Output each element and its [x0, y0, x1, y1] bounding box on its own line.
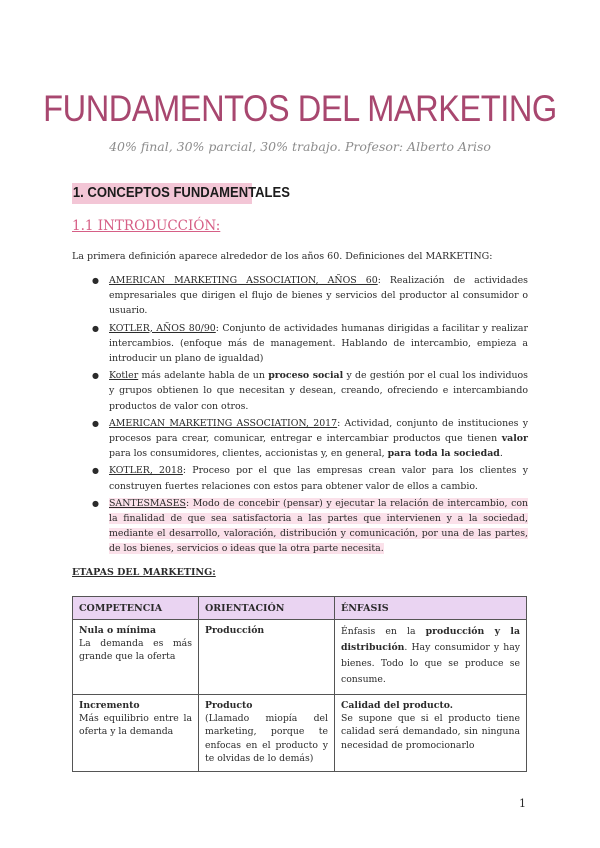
intro-paragraph: La primera definición aparece alrededor de los años 60. Definiciones del MARKETING:: [72, 251, 493, 262]
bullet-icon: ●: [92, 371, 99, 381]
etapas-table: [72, 596, 527, 772]
list-item: ● Kotler más adelante habla de un proceso social y de gestión por el cual los individuos y grupos obtienen lo que necesitan y desean, creando, ofreciendo e intercambiando productos de valor con otros.: [92, 370, 528, 412]
table-cell: Énfasis en la producción y la distribución. Hay consumidor y hay bienes. Todo lo que se produce se consume.: [335, 620, 527, 695]
list-item: ● AMERICAN MARKETING ASSOCIATION, 2017: Actividad, conjunto de instituciones y procesos para crear, comunicar, entregar e intercambiar productos que tienen valor para los consumidores, clientes, accionistas y, en general, para toda la sociedad.: [92, 417, 529, 460]
definition-term: KOTLER, AÑOS 80/90: [109, 322, 216, 334]
definition-term: Kotler: [109, 370, 139, 382]
definition-term: SANTESMASES: [109, 497, 186, 509]
table-row: [73, 620, 527, 695]
document-title: FUNDAMENTOS DEL MARKETING: [43, 88, 557, 129]
table-cell: Producto (Llamado miopía del marketing, porque te enfocas en el producto y te olvidas de lo demás): [199, 695, 335, 772]
table-header: ÉNFASIS: [335, 597, 527, 620]
table-cell: Incremento Más equilibrio entre la oferta y la demanda: [73, 695, 199, 772]
table-cell: Nula o mínima La demanda es más grande que la oferta: [73, 620, 199, 695]
list-item: ● SANTESMASES: Modo de concebir (pensar) y ejecutar la relación de intercambio, con la finalidad de que sea satisfactoria a las partes que intervienen y a la sociedad, mediante el desarrollo, valoración, distribución y comunicación, por una de las partes, de los bienes, servicios o ideas que la otra parte necesita.: [92, 497, 528, 555]
table-cell: Calidad del producto. Se supone que si el producto tiene calidad será demandado, sin ninguna necesidad de promocionarlo: [335, 695, 527, 772]
bullet-icon: ●: [92, 276, 99, 285]
list-item: ● KOTLER, AÑOS 80/90: Conjunto de actividades humanas dirigidas a facilitar y realizar intercambios. (enfoque más de management. Hablando de intercambio, empieza a introducir un plano de igualdad): [92, 322, 528, 365]
section-heading: 1. CONCEPTOS FUNDAMENTALES: [72, 183, 252, 204]
bullet-icon: ●: [92, 323, 99, 333]
bullet-icon: ●: [92, 418, 99, 428]
definition-term: KOTLER, 2018: [109, 465, 183, 477]
list-item: ● AMERICAN MARKETING ASSOCIATION, AÑOS 60: Realización de actividades empresariales que dirigen el flujo de bienes y servicios del productor al consumidor o usuario.: [92, 275, 528, 317]
definition-term: AMERICAN MARKETING ASSOCIATION, 2017: [109, 417, 338, 429]
table-row: [73, 695, 527, 772]
list-item: ● KOTLER, 2018: Proceso por el que las empresas crean valor para los clientes y construyen fuertes relaciones con estos para obtener valor de ellos a cambio.: [92, 465, 528, 492]
bullet-icon: ●: [92, 466, 99, 476]
table-cell: Producción: [199, 620, 335, 695]
table-header: ORIENTACIÓN: [199, 597, 335, 620]
page-number: 1: [519, 797, 526, 810]
etapas-heading: ETAPAS DEL MARKETING:: [72, 567, 216, 578]
definitions-list: [92, 273, 528, 559]
table-header: COMPETENCIA: [73, 597, 199, 620]
document-subtitle: 40% final, 30% parcial, 30% trabajo. Profesor: Alberto Ariso: [109, 139, 491, 154]
subsection-heading: 1.1 INTRODUCCIÓN:: [72, 218, 221, 234]
table-header-row: [73, 597, 527, 620]
bullet-icon: ●: [92, 498, 99, 508]
definition-term: AMERICAN MARKETING ASSOCIATION, AÑOS 60: [109, 275, 378, 286]
